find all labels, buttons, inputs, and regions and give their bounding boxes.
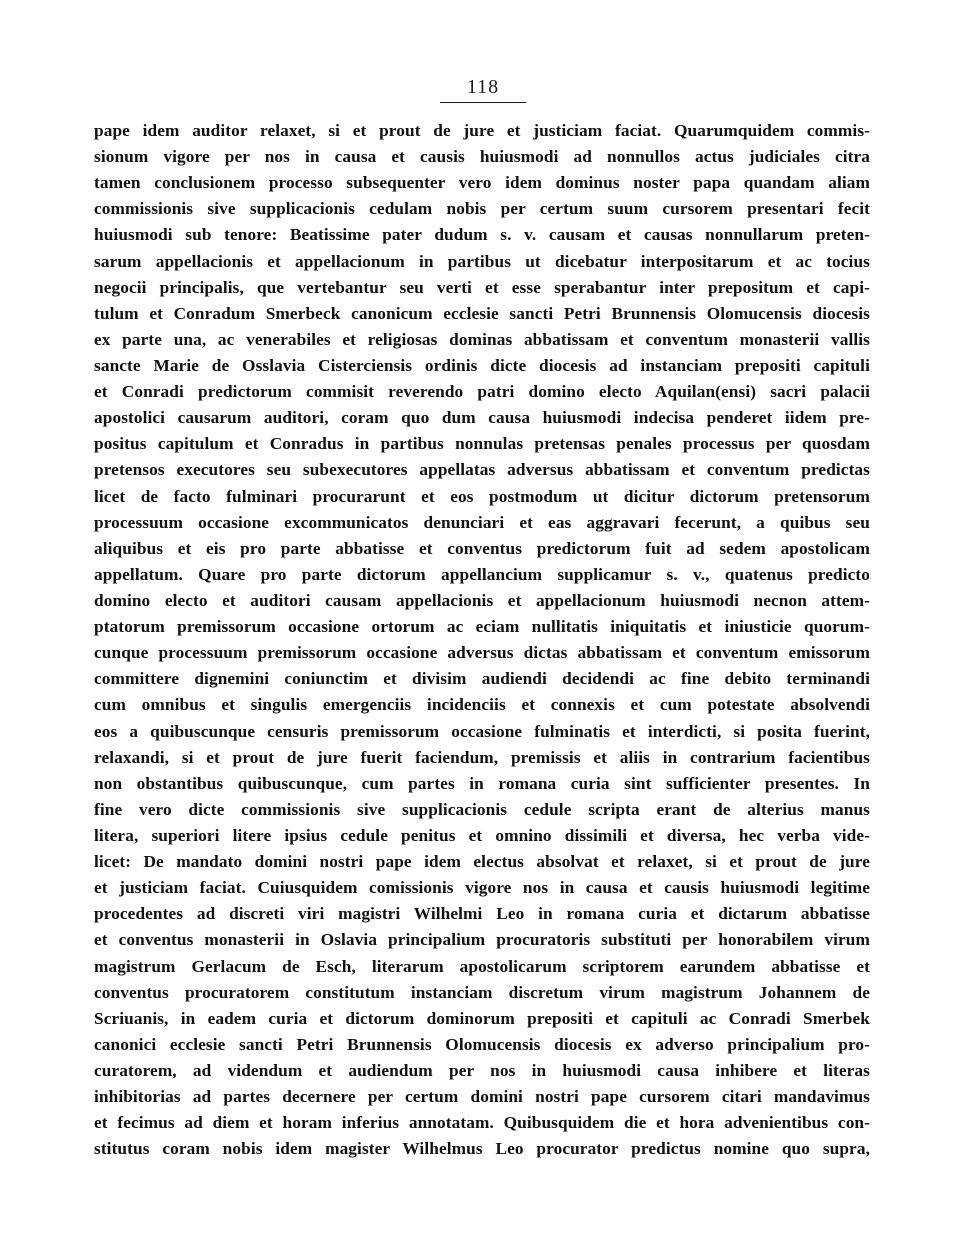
text-line: sarum appellacionis et appellacionum in partibus ut dicebatur interpositarum et ac tocius <box>94 251 870 271</box>
text-line: non obstantibus quibuscunque, cum partes in romana curia sint sufficienter presentes. In <box>94 773 870 793</box>
text-line: ex parte una, ac venerabiles et religiosas dominas abbatissam et conventum monasterii vallis <box>94 329 870 349</box>
text-line: Scriuanis, in eadem curia et dictorum dominorum prepositi et capituli ac Conradi Smerbek <box>94 1008 870 1028</box>
text-line: curatorem, ad videndum et audiendum per nos in huiusmodi causa inhibere et literas <box>94 1060 870 1080</box>
text-line: appellatum. Quare pro parte dictorum appellancium supplicamur s. v., quatenus predicto <box>94 564 870 584</box>
text-line: et Conradi predictorum commisit reverendo patri domino electo Aquilan(ensi) sacri palacii <box>94 382 870 402</box>
text-line: et justiciam faciat. Cuiusquidem comissionis vigore nos in causa et causis huiusmodi legitime <box>94 878 870 898</box>
text-line: litera, superiori litere ipsius cedule penitus et omnino dissimili et diversa, hec verba vide- <box>94 825 870 845</box>
page-number-rule <box>440 102 526 103</box>
body-text <box>94 118 870 1162</box>
text-line: huiusmodi sub tenore: Beatissime pater dudum s. v. causam et causas nonnullarum preten- <box>94 225 870 245</box>
text-line: inhibitorias ad partes decernere per certum domini nostri pape cursorem citari mandavimus <box>94 1087 870 1107</box>
text-line: eos a quibuscunque censuris premissorum occasione fulminatis et interdicti, si posita fuerint, <box>94 721 870 741</box>
text-line: cum omnibus et singulis emergenciis incidenciis et connexis et cum potestate absolvendi <box>94 695 870 715</box>
text-line: magistrum Gerlacum de Esch, literarum apostolicarum scriptorem earundem abbatisse et <box>94 956 870 976</box>
text-line: et fecimus ad diem et horam inferius annotatam. Quibusquidem die et hora advenientibus con- <box>94 1113 870 1133</box>
text-line: domino electo et auditori causam appellacionis et appellacionum huiusmodi necnon attem- <box>94 590 870 610</box>
text-line: committere dignemini coniunctim et divisim audiendi decidendi ac fine debito terminandi <box>94 669 870 689</box>
text-line: cunque processuum premissorum occasione adversus dictas abbatissam et conventum emissorum <box>94 643 870 663</box>
text-line: procedentes ad discreti viri magistri Wilhelmi Leo in romana curia et dictarum abbatisse <box>94 904 870 924</box>
text-line: aliquibus et eis pro parte abbatisse et conventus predictorum fuit ad sedem apostolicam <box>94 538 870 558</box>
text-line: fine vero dicte commissionis sive supplicacionis cedule scripta erant de alterius manus <box>94 799 870 819</box>
text-line: licet de facto fulminari procurarunt et eos postmodum ut dicitur dictorum pretensorum <box>94 486 870 506</box>
text-line: conventus procuratorem constitutum instanciam discretum virum magistrum Johannem de <box>94 982 870 1002</box>
text-line: licet: De mandato domini nostri pape idem electus absolvat et relaxet, si et prout de jure <box>94 852 870 872</box>
text-line: ptatorum premissorum occasione ortorum ac eciam nullitatis iniquitatis et iniusticie quorum- <box>94 617 870 637</box>
text-line: tamen conclusionem processo subsequenter vero idem dominus noster papa quandam aliam <box>94 173 870 193</box>
text-line: positus capitulum et Conradus in partibus nonnulas pretensas penales processus per quosdam <box>94 434 870 454</box>
text-line: canonici ecclesie sancti Petri Brunnensis Olomucensis diocesis ex adverso principalium pro- <box>94 1034 870 1054</box>
text-line: sionum vigore per nos in causa et causis huiusmodi ad nonnullos actus judiciales citra <box>94 147 870 167</box>
text-line: negocii principalis, que vertebantur seu verti et esse sperabantur inter prepositum et capi- <box>94 277 870 297</box>
text-line: pretensos executores seu subexecutores appellatas adversus abbatissam et conventum predictas <box>94 460 870 480</box>
page-number: 118 <box>466 76 500 98</box>
text-line: commissionis sive supplicacionis cedulam nobis per certum suum cursorem presentari fecit <box>94 199 870 219</box>
text-line: pape idem auditor relaxet, si et prout de jure et justiciam faciat. Quarumquidem commis- <box>94 121 870 140</box>
text-line: sancte Marie de Osslavia Cisterciensis ordinis dicte diocesis ad instanciam prepositi capituli <box>94 355 870 375</box>
text-line: tulum et Conradum Smerbeck canonicum ecclesie sancti Petri Brunnensis Olomucensis diocesis <box>94 303 870 323</box>
text-line: apostolici causarum auditori, coram quo dum causa huiusmodi indecisa penderet iidem pre- <box>94 408 870 428</box>
text-line: relaxandi, si et prout de jure fuerit faciendum, premissis et aliis in contrarium facientibus <box>94 747 870 767</box>
text-line: processuum occasione excommunicatos denunciari et eas aggravari fecerunt, a quibus seu <box>94 512 870 532</box>
text-line: stitutus coram nobis idem magister Wilhelmus Leo procurator predictus nomine quo supra, <box>94 1139 870 1159</box>
text-line: et conventus monasterii in Oslavia principalium procuratoris substituti per honorabilem virum <box>94 930 870 950</box>
